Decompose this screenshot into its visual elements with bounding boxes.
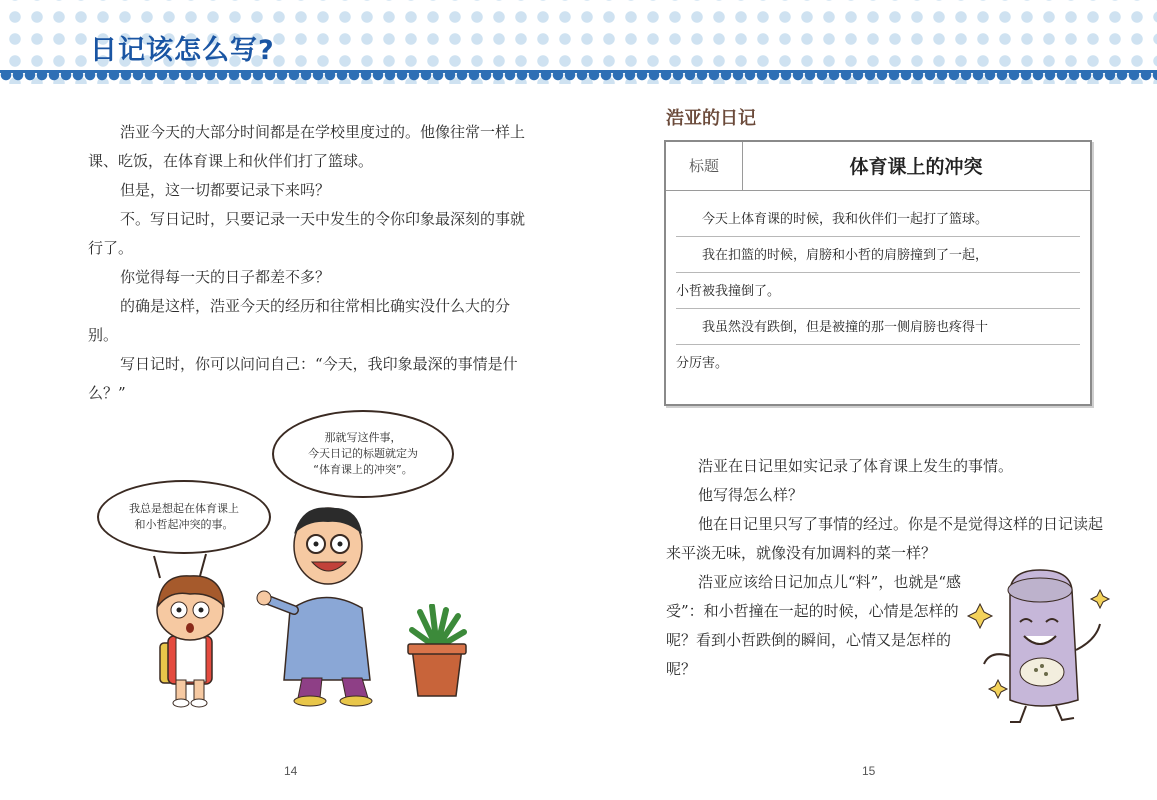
diary-line: 小哲被我撞倒了。 [676, 272, 1080, 309]
diary-section-title: 浩亚的日记 [666, 108, 756, 129]
diary-header-row [666, 142, 1090, 191]
boy-character-illustration [110, 548, 250, 708]
left-paragraph: 写日记时，你可以问问自己：“今天，我印象最深的事情是什么？” [88, 355, 518, 402]
left-paragraph: 浩亚今天的大部分时间都是在学校里度过的。他像往常一样上课、吃饭，在体育课上和伙伴们打了篮球。 [88, 123, 526, 170]
speech-bubble-dad: 那就写这件事， 今天日记的标题就定为 “体育课上的冲突”。 [272, 410, 454, 498]
diary-title-label: 标题 [666, 142, 743, 190]
page-title: 日记该怎么写? [90, 35, 275, 66]
right-paragraph: 他写得怎么样？ [698, 486, 804, 504]
diary-line: 我在扣篮的时候，肩膀和小哲的肩膀撞到了一起， [676, 236, 1080, 273]
salt-shaker-character-illustration [950, 560, 1130, 730]
diary-card [664, 140, 1092, 406]
diary-line: 分厉害。 [676, 356, 729, 371]
page-number-left: 14 [284, 764, 298, 778]
page-number-right: 15 [862, 764, 876, 778]
header-scallop-edge [0, 70, 1157, 85]
right-paragraph: 浩亚应该给日记加点儿“料”，也就是“感受”：和小哲撞在一起的时候，心情是怎样的呢？看到小哲跌倒的瞬间，心情又是怎样的呢？ [666, 573, 962, 678]
potted-plant-illustration [402, 604, 472, 700]
left-paragraph: 但是，这一切都要记录下来吗？ [120, 181, 331, 199]
diary-line: 今天上体育课的时候，我和伙伴们一起打了篮球。 [676, 200, 1080, 237]
right-paragraph: 他在日记里只写了事情的经过。你是不是觉得这样的日记读起来平淡无味，就像没有加调料的菜一样？ [666, 515, 1104, 562]
left-body-text [88, 118, 528, 408]
left-paragraph: 不。写日记时，只要记录一天中发生的令你印象最深刻的事就行了。 [88, 210, 526, 257]
father-character-illustration [250, 500, 400, 710]
right-paragraph: 浩亚在日记里如实记录了体育课上发生的事情。 [698, 457, 1014, 475]
left-paragraph: 的确是这样，浩亚今天的经历和往常相比确实没什么大的分别。 [88, 297, 511, 344]
sparkle-icon [968, 604, 992, 628]
diary-line: 我虽然没有跌倒，但是被撞的那一侧肩膀也疼得十 [676, 308, 1080, 345]
speech-bubble-boy: 我总是想起在体育课上 和小哲起冲突的事。 [97, 480, 271, 554]
left-paragraph: 你觉得每一天的日子都差不多？ [120, 268, 331, 286]
diary-heading: 体育课上的冲突 [849, 156, 983, 178]
